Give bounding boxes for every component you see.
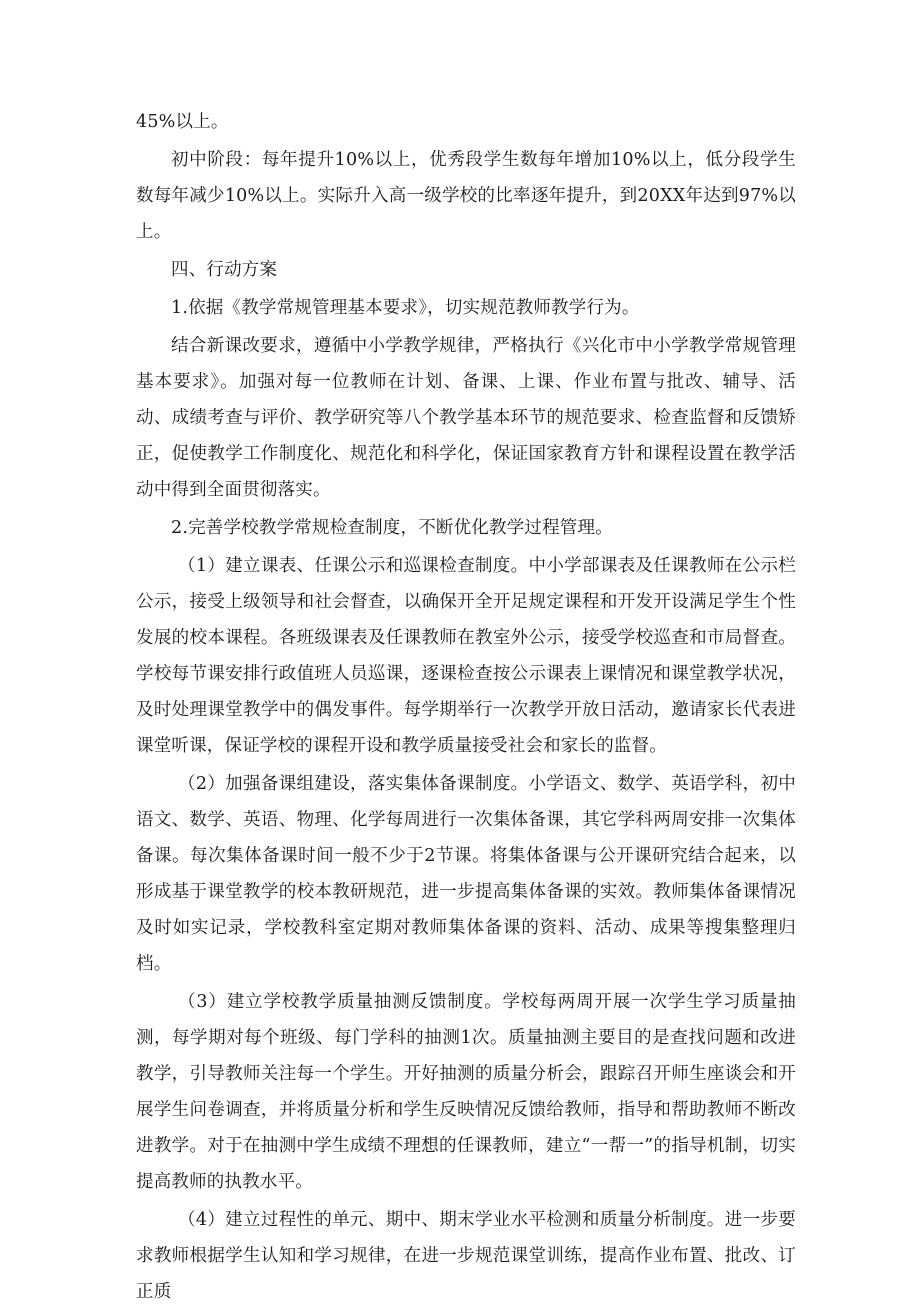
paragraph-sub-item-4: （4）建立过程性的单元、期中、期末学业水平检测和质量分析制度。进一步要求教师根据学生认知和学习规律，在进一步规范课堂训练，提高作业布置、批改、订正质 [136, 1210, 796, 1302]
paragraph-sub-item-3: （3）建立学校教学质量抽测反馈制度。学校每两周开展一次学生学习质量抽测，每学期对每个班级、每门学科的抽测1次。质量抽测主要目的是查找问题和改进教学，引导教师关注每一个学生。开好抽测的质量分析会，跟踪召开师生座谈会和开展学生问卷调查，并将质量分析和学生反映情况反馈给教师，指导和帮助教师不断改进教学。对于在抽测中学生成绩不理想的任课教师，建立“一帮一”的指导机制，切实提高教师的执教水平。 [136, 992, 796, 1192]
document-page [136, 104, 796, 1310]
paragraph-item-1-body: 结合新课改要求，遵循中小学教学规律，严格执行《兴化市中小学教学常规管理基本要求》。加强对每一位教师在计划、备课、上课、作业布置与批改、辅导、活动、成绩考查与评价、教学研究等八个教学基本环节的规范要求、检查监督和反馈矫正，促使教学工作制度化、规范化和科学化，保证国家教育方针和课程设置在教学活动中得到全面贯彻落实。 [136, 336, 796, 500]
section-heading-action-plan: 四、行动方案 [171, 260, 278, 280]
item-heading-2: 2.完善学校教学常规检查制度，不断优化教学过程管理。 [171, 518, 613, 538]
paragraph-sub-item-2: （2）加强备课组建设，落实集体备课制度。小学语文、数学、英语学科，初中语文、数学、英语、物理、化学每周进行一次集体备课，其它学科两周安排一次集体备课。每次集体备课时间一般不少于2节课。将集体备课与公开课研究结合起来，以形成基于课堂教学的校本教研规范，进一步提高集体备课的实效。教师集体备课情况及时如实记录，学校教科室定期对教师集体备课的资料、活动、成果等搜集整理归档。 [136, 774, 796, 974]
paragraph-sub-item-1: （1）建立课表、任课公示和巡课检查制度。中小学部课表及任课教师在公示栏公示，接受上级领导和社会督查，以确保开全开足规定课程和开发开设满足学生个性发展的校本课程。各班级课表及任课教师在教室外公示，接受学校巡查和市局督查。学校每节课安排行政值班人员巡课，逐课检查按公示课表上课情况和课堂教学状况，及时处理课堂教学中的偶发事件。每学期举行一次教学开放日活动，邀请家长代表进课堂听课，保证学校的课程开设和教学质量接受社会和家长的监督。 [136, 556, 796, 756]
item-heading-1: 1.依据《教学常规管理基本要求》，切实规范教师教学行为。 [171, 298, 640, 318]
paragraph-continuation: 45%以上。 [136, 112, 229, 132]
paragraph-junior-goals: 初中阶段：每年提升10%以上，优秀段学生数每年增加10%以上，低分段学生数每年减少10%以上。实际升入高一级学校的比率逐年提升，到20XX年达到97%以上。 [136, 150, 796, 242]
